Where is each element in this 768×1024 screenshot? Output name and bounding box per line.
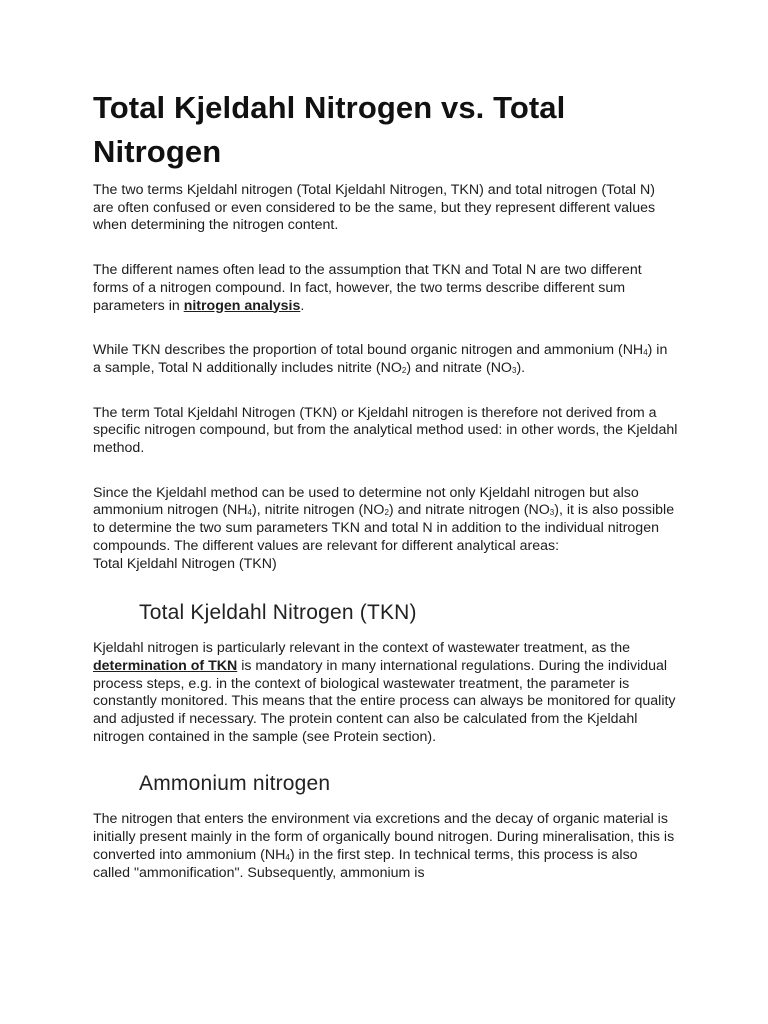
section-heading-tkn: Total Kjeldahl Nitrogen (TKN) (139, 601, 417, 625)
paragraph-intro: The two terms Kjeldahl nitrogen (Total Kjeldahl Nitrogen, TKN) and total nitrogen (Total N) are often confused or even considered to be the same, but they represent different values when determining the nitrogen content. (93, 182, 656, 234)
page-title: Total Kjeldahl Nitrogen vs. Total Nitrogen (93, 90, 566, 169)
determination-of-tkn-link[interactable]: determination of TKN (93, 657, 238, 674)
subscript: 4 (643, 348, 648, 358)
paragraph-names (93, 262, 678, 315)
paragraph-kjeldahl-method (93, 485, 678, 556)
paragraph-text: ), nitrite nitrogen (NO (252, 502, 385, 519)
subscript: 4 (285, 852, 290, 862)
subscript: 3 (511, 365, 517, 375)
subscript: 4 (247, 508, 252, 518)
paragraph-ammonium-section (93, 811, 678, 882)
paragraph-text: Kjeldahl nitrogen is particularly relevant in the context of wastewater treatment, as the (93, 640, 631, 657)
paragraph-text: ) in the first step. In technical terms, this process is also called "ammonification". Subsequently, ammonium is (93, 846, 638, 881)
paragraph-term-tkn: The term Total Kjeldahl Nitrogen (TKN) or Kjeldahl nitrogen is therefore not derived from a specific nitrogen compound, but from the analytical method used: in other words, the Kjeldahl method. (93, 404, 678, 457)
paragraph-text: ) and nitrate nitrogen (NO (388, 502, 550, 519)
nitrogen-analysis-link[interactable]: nitrogen analysis (183, 297, 301, 314)
subscript: 2 (384, 508, 389, 518)
paragraph-text: ), it is also possible to determine the two sum parameters TKN and total N in addition to the individual nitrogen compounds. The different values are relevant for different analytical areas: (93, 502, 675, 554)
paragraph-text: Since the Kjeldahl method can be used to determine not only Kjeldahl nitrogen but also ammonium nitrogen (NH (93, 484, 639, 519)
paragraph-text: The nitrogen that enters the environment via excretions and the decay of organic material is initially present mainly in the form of organically bound nitrogen. During mineralisation, this is converted into ammonium (NH (93, 811, 675, 863)
paragraph-tkn-vs-total-n (93, 342, 678, 377)
paragraph-text: is mandatory in many international regulations. During the individual process steps, e.g. in the context of biological wastewater treatment, the parameter is constantly monitored. This means that the entire process can always be monitored for quality and adjusted if necessary. The protein content can also be calculated from the Kjeldahl nitrogen contained in the sample (see Protein section). (93, 657, 676, 745)
paragraph-tkn-line: Total Kjeldahl Nitrogen (TKN) (93, 555, 277, 572)
paragraph-text: ). (516, 359, 526, 376)
paragraph-text: ) in a sample, Total N additionally includes nitrite (NO (93, 342, 668, 376)
paragraph-text: While TKN describes the proportion of total bound organic nitrogen and ammonium (NH (93, 342, 644, 359)
paragraph-tkn-section (93, 640, 678, 746)
paragraph-text: ) and nitrate (NO (406, 359, 512, 376)
section-heading-ammonium: Ammonium nitrogen (139, 772, 331, 796)
subscript: 3 (549, 508, 555, 518)
subscript: 2 (401, 365, 407, 375)
document-page (93, 86, 678, 882)
paragraph-text: The different names often lead to the assumption that TKN and Total N are two different forms of a nitrogen compound. In fact, however, the two terms describe different sum parameters in (93, 262, 642, 314)
paragraph-text: . (300, 297, 305, 314)
